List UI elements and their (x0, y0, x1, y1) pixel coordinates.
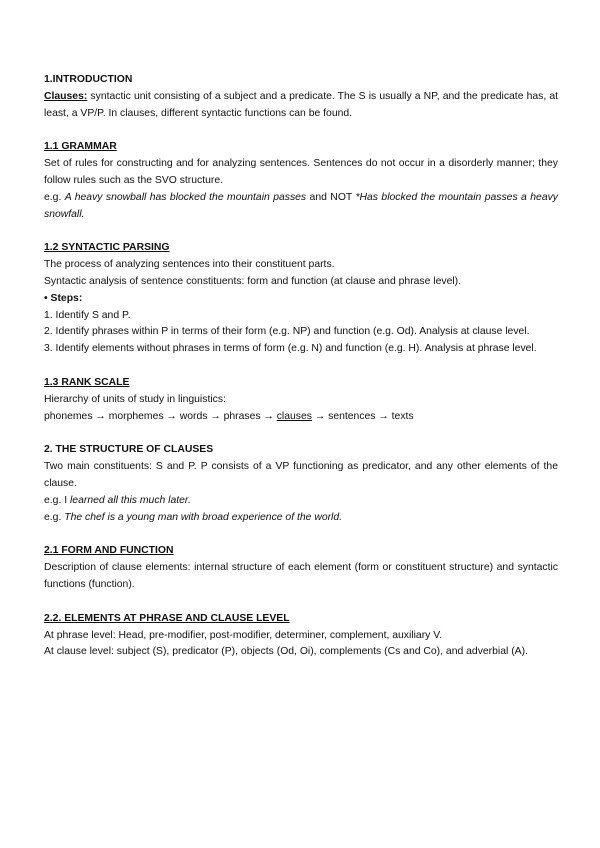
heading-form-and-function: 2.1 FORM AND FUNCTION (44, 545, 174, 557)
clauses-term: Clauses: (44, 90, 88, 102)
elements-line-1: At phrase level: Head, pre-modifier, post-modifier, determiner, complement, auxiliary V. (44, 629, 443, 641)
step-item: 1. Identify S and P. (44, 309, 131, 321)
heading-rank-scale: 1.3 RANK SCALE (44, 376, 130, 388)
heading-structure-of-clauses: 2. THE STRUCTURE OF CLAUSES (44, 444, 214, 456)
clauses-definition: syntactic unit consisting of a subject and a predicate. The S is usually a NP, and the predicate has, at least, a VP/P. In clauses, different syntactic functions can be found. (44, 90, 558, 119)
structure-example-1-text: learned all this much later. (70, 494, 191, 506)
heading-syntactic-parsing: 1.2 SYNTACTIC PARSING (44, 242, 170, 254)
section-syntactic-parsing (44, 240, 558, 358)
step-item: 3. Identify elements without phrases in terms of form (e.g. N) and function (e.g. H). Analysis at phrase level. (44, 343, 537, 355)
grammar-example (44, 190, 558, 224)
heading-elements: 2.2. ELEMENTS AT PHRASE AND CLAUSE LEVEL (44, 612, 290, 624)
structure-example-2-prefix: e.g. (44, 511, 65, 523)
structure-text: Two main constituents: S and P. P consists of a VP functioning as predicator, and any other elements of the clause. (44, 461, 558, 489)
intro-paragraph (44, 89, 558, 123)
grammar-example-mid: and NOT (306, 191, 356, 203)
rank-chain-after: → sentences → texts (311, 410, 414, 422)
structure-example-2-text: The chef is a young man with broad experience of the world. (64, 511, 343, 523)
steps-label-text: • Steps: (44, 292, 83, 304)
step-item: 2. Identify phrases within P in terms of their form (e.g. NP) and function (e.g. Od). Analysis at clause level. (44, 326, 530, 338)
grammar-example-prefix: e.g. (44, 191, 65, 203)
structure-example-1 (44, 493, 558, 510)
structure-example-1-prefix: e.g. I (44, 494, 70, 506)
rank-line-1: Hierarchy of units of study in linguistics: (44, 393, 226, 405)
form-function-text: Description of clause elements: internal structure of each element (form or constituent structure) and syntactic functions (function). (44, 562, 558, 590)
grammar-text: Set of rules for constructing and for analyzing sentences. Sentences do not occur in a disorderly manner; they follow rules such as the SVO structure. (44, 158, 558, 186)
heading-grammar: 1.1 GRAMMAR (44, 141, 117, 153)
section-grammar (44, 139, 558, 223)
parsing-line-2: Syntactic analysis of sentence constituents: form and function (at clause and phrase level). (44, 275, 462, 287)
section-introduction (44, 72, 558, 122)
heading-introduction: 1.INTRODUCTION (44, 74, 133, 85)
steps-label (44, 291, 558, 308)
elements-line-2: At clause level: subject (S), predicator (P), objects (Od, Oi), complements (Cs and Co), and adverbial (A). (44, 646, 528, 658)
grammar-example-correct: A heavy snowball has blocked the mountain passes (64, 191, 307, 203)
structure-example-2 (44, 510, 558, 527)
section-elements (44, 611, 558, 661)
parsing-line-1: The process of analyzing sentences into their constituent parts. (44, 259, 335, 271)
section-form-and-function (44, 543, 558, 593)
rank-chain-before: phonemes → morphemes → words → phrases → (44, 410, 277, 422)
rank-chain-clauses: clauses (276, 410, 312, 422)
grammar-example-wrong: *Has blocked the mountain passes a heavy snowfall. (44, 191, 558, 220)
rank-chain (44, 409, 558, 426)
section-structure-of-clauses (44, 442, 558, 526)
section-rank-scale (44, 375, 558, 425)
document-page (44, 72, 558, 661)
